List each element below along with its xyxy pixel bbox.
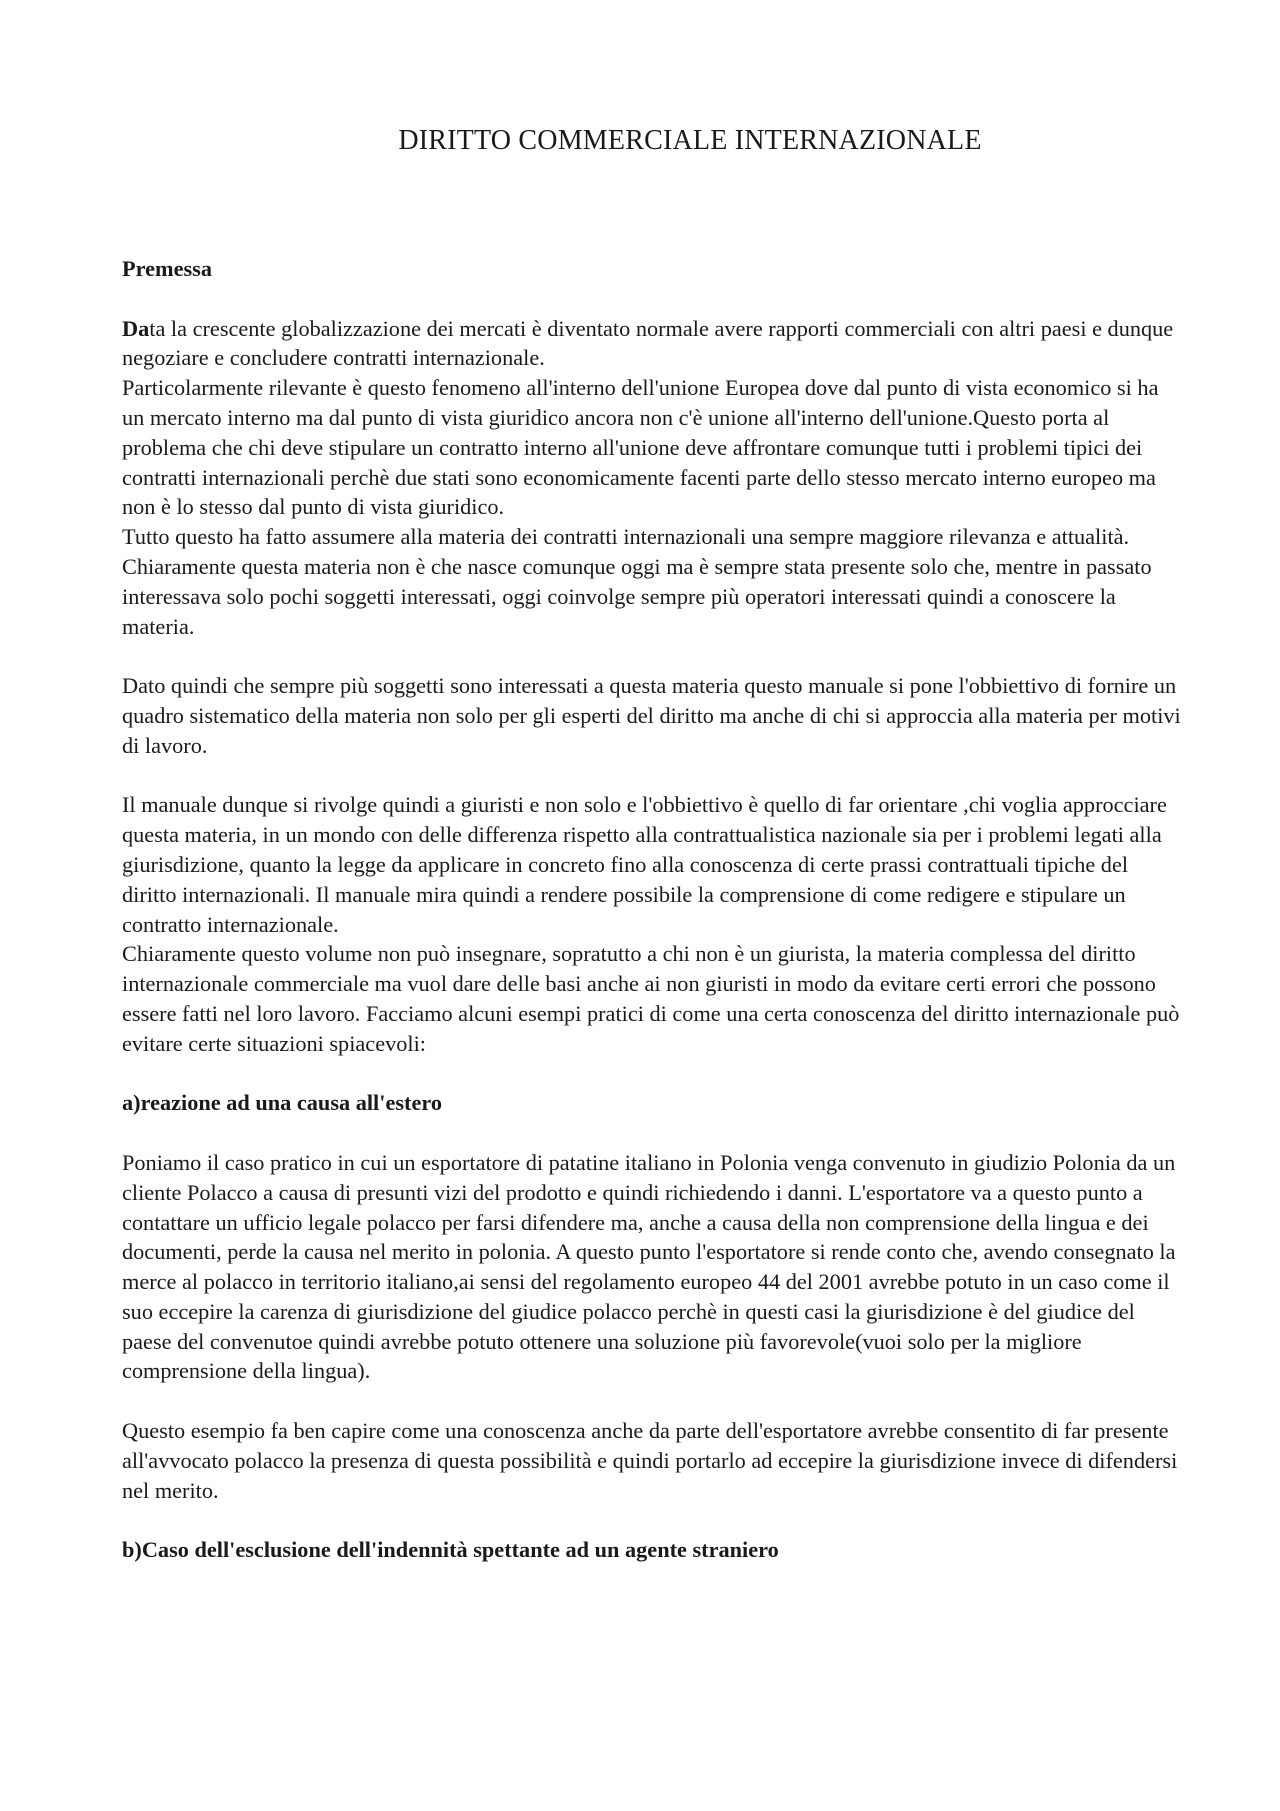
paragraph-intro: [122, 314, 1182, 374]
paragraph-caso-pratico: Poniamo il caso pratico in cui un esportatore di patatine italiano in Polonia venga convenuto in giudizio Polonia da un cliente Polacco a causa di presunti vizi del prodotto e quindi richiedendo i danni. L'esportatore va a questo punto a contattare un ufficio legale polacco per farsi difendere ma, anche a causa della non comprensione della lingua e dei documenti, perde la causa nel merito in polonia. A questo punto l'esportatore si rende conto che, avendo consegnato la merce al polacco in territorio italiano,ai sensi del regolamento europeo 44 del 2001 avrebbe potuto in un caso come il suo eccepire la carenza di giurisdizione del giudice polacco perchè in questi casi la giurisdizione è del giudice del paese del convenutoe quindi avrebbe potuto ottenere una soluzione più favorevole(vuoi solo per la migliore comprensione della lingua).: [122, 1149, 1176, 1384]
document-title: DIRITTO COMMERCIALE INTERNAZIONALE: [398, 125, 982, 156]
paragraph-rilevanza: Tutto questo ha fatto assumere alla materia dei contratti internazionali una sempre maggiore rilevanza e attualità.: [122, 524, 1130, 550]
paragraph-esempio-conclusione: Questo esempio fa ben capire come una conoscenza anche da parte dell'esportatore avrebbe consentito di far presente all'avvocato polacco la presenza di questa possibilità e quindi portarlo ad eccepire la giurisdizione invece di difendersi nel merito.: [122, 1418, 1178, 1503]
paragraph-intro-lead: Da: [122, 315, 150, 341]
paragraph-manuale-obiettivo: Dato quindi che sempre più soggetti sono interessati a questa materia questo manuale si pone l'obbiettivo di fornire un quadro sistematico della materia non solo per gli esperti del diritto ma anche di chi si approccia alla materia per motivi di lavoro.: [122, 673, 1181, 758]
section-heading-a: a)reazione ad una causa all'estero: [122, 1090, 442, 1116]
document-body: [122, 254, 1182, 1565]
paragraph-manuale-destinatari: Il manuale dunque si rivolge quindi a giuristi e non solo e l'obbiettivo è quello di far orientare ,chi voglia approcciare questa materia, in un mondo con delle differenza rispetto alla contrattualistica nazionale sia per i problemi legati alla giurisdizione, quanto la legge da applicare in concreto fino alla conoscenza di certe prassi contrattuali tipiche del diritto internazionali. Il manuale mira quindi a rendere possibile la comprensione di come redigere e stipulare un contratto internazionale.: [122, 792, 1167, 937]
paragraph-unione-europea: Particolarmente rilevante è questo fenomeno all'interno dell'unione Europea dove dal punto di vista economico si ha un mercato interno ma dal punto di vista giuridico ancora non c'è unione all'interno dell'unione.Questo porta al problema che chi deve stipulare un contratto interno all'unione deve affrontare comunque tutti i problemi tipici dei contratti internazionali perchè due stati sono economicamente facenti parte dello stesso mercato interno europeo ma non è lo stesso dal punto di vista giuridico.: [122, 375, 1159, 520]
section-heading-premessa: Premessa: [122, 256, 212, 281]
paragraph-esempi-intro: Chiaramente questo volume non può insegnare, sopratutto a chi non è un giurista, la materia complessa del diritto internazionale commerciale ma vuol dare delle basi anche ai non giuristi in modo da evitare certi errori che possono essere fatti nel loro lavoro. Facciamo alcuni esempi pratici di come una certa conoscenza del diritto internazionale può evitare certe situazioni spiacevoli:: [122, 941, 1180, 1056]
paragraph-intro-rest: ta la crescente globalizzazione dei mercati è diventato normale avere rapporti commerciali con altri paesi e dunque negoziare e concludere contratti internazionale.: [122, 315, 1174, 371]
paragraph-materia: Chiaramente questa materia non è che nasce comunque oggi ma è sempre stata presente solo che, mentre in passato interessava solo pochi soggetti interessati, oggi coinvolge sempre più operatori interessati quindi a conoscere la materia.: [122, 553, 1152, 639]
section-heading-b: b)Caso dell'esclusione dell'indennità spettante ad un agente straniero: [122, 1537, 779, 1563]
